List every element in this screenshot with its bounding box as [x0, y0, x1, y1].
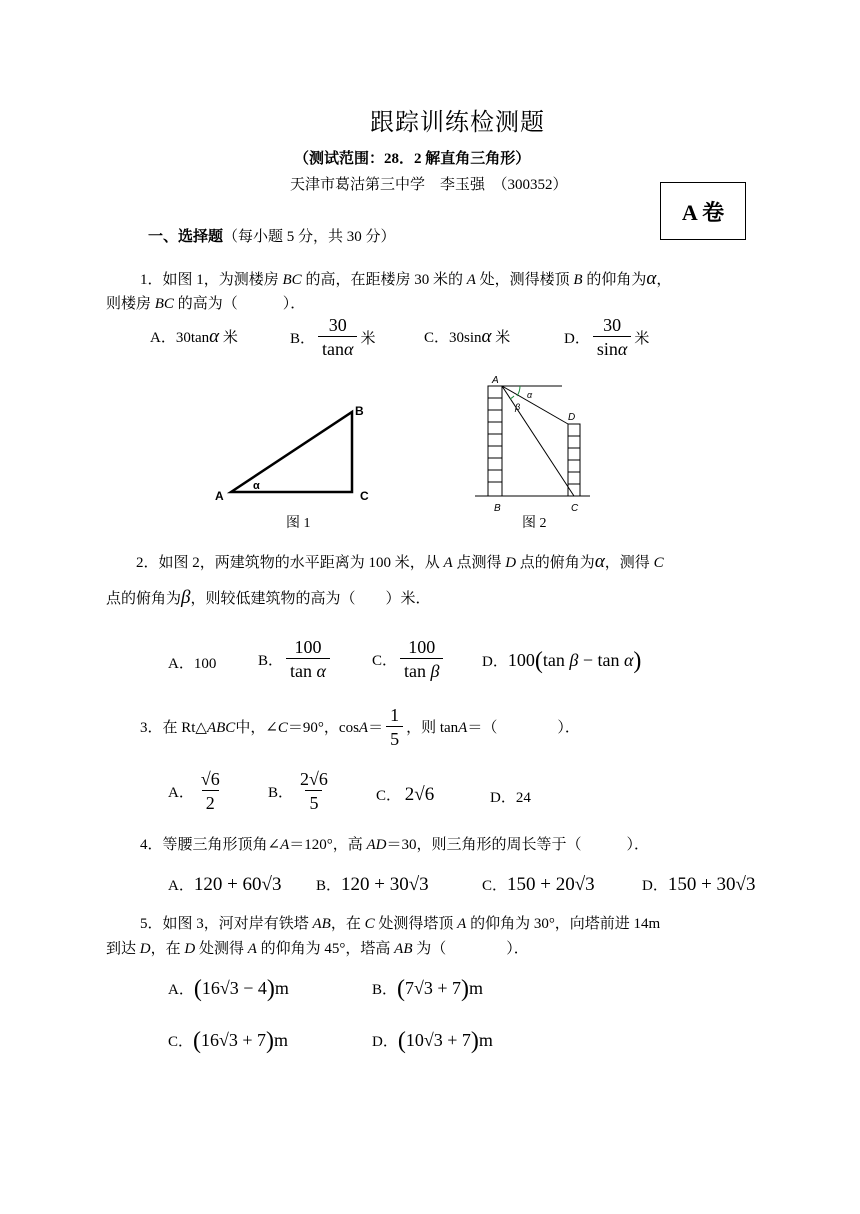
- figure-2-caption: 图 2: [522, 516, 547, 531]
- q3-option-c: C． 2√6: [376, 784, 435, 805]
- q1-line1: 1．如图 1，为测楼房 BC 的高，在距楼房 30 米的 A 处，测得楼顶 B 的仰角为α，: [140, 268, 672, 289]
- q5-line2: 到达 D，在 D 处测得 A 的仰角为 45°，塔高 AB 为（ ）．: [106, 941, 529, 957]
- author-line: 天津市葛沽第三中学 李玉强 （300352）: [290, 177, 568, 193]
- tall-building-floors: [488, 398, 502, 482]
- fig1-label-b: B: [355, 404, 364, 418]
- q5-option-b: B．(7√3 + 7)m: [372, 976, 484, 1002]
- fig2-label-d: D: [568, 412, 576, 423]
- paper-label-box: A 卷: [660, 182, 746, 240]
- q1-option-b: B． $\frac{30}{\tan\alpha}$ 米: [290, 315, 376, 359]
- section-title: 一、选择题: [148, 229, 224, 245]
- q5-option-a: A．(16√3 − 4)m: [168, 976, 289, 1002]
- sight-line-ac: [502, 386, 574, 496]
- short-building-floors: [568, 436, 580, 484]
- sight-line-ad: [502, 386, 568, 424]
- q4-option-c: C．150 + 20√3: [482, 874, 595, 895]
- q2-line1: 2．如图 2，两建筑物的水平距离为 100 米，从 A 点测得 D 点的俯角为α，测得 C: [136, 551, 664, 572]
- q2-option-b: B． $\frac{100}{\text{tan α}}$: [258, 636, 333, 683]
- fig2-label-a: A: [492, 375, 499, 386]
- section-heading: [148, 225, 396, 246]
- fig1-angle-label: α: [253, 480, 260, 492]
- q5-line1: 5．如图 3，河对岸有铁塔 AB，在 C 处测得塔顶 A 的仰角为 30°，向塔前进 14m: [140, 916, 661, 932]
- q4-option-b: B．120 + 30√3: [316, 874, 429, 895]
- q1-option-d: D． $\frac{30}{\sin\alpha}$ 米: [564, 315, 650, 359]
- q1-option-a: A．30tanα 米: [150, 326, 238, 347]
- fig2-beta-label: β: [515, 402, 521, 412]
- triangle-abc: [231, 412, 352, 492]
- alpha-arc: [517, 386, 520, 396]
- q1-option-c: C．30sinα 米: [424, 326, 511, 347]
- beta-arc: [510, 396, 514, 399]
- fig2-label-c: C: [571, 503, 579, 514]
- q3-question: 3．在 Rt△ ABC 中，∠ C ＝90°，cos A ＝ $\frac{1}{5}$ ，则 tan A ＝（ ）．: [140, 705, 580, 749]
- q4-option-d: D．150 + 30√3: [642, 874, 756, 895]
- q3-option-d: D．24: [490, 790, 531, 806]
- q3-option-a: A． $\frac{√6}{2}$: [168, 769, 220, 813]
- figure-1-caption: 图 1: [286, 516, 311, 531]
- q2-option-d: D．100(tan β − tan α): [482, 648, 642, 674]
- q2-option-a: A．100: [168, 656, 217, 672]
- q4-question: 4．等腰三角形顶角∠A＝120°，高 AD＝30，则三角形的周长等于（ ）．: [140, 837, 650, 853]
- page-title: 跟踪训练检测题: [370, 110, 545, 136]
- section-note: （每小题 5 分，共 30 分）: [223, 229, 396, 245]
- q2-option-c: C． $\frac{100}{\text{tan β}}$: [372, 636, 446, 683]
- test-scope: （测试范围：28．2 解直角三角形）: [294, 151, 531, 167]
- q5-option-c: C．(16√3 + 7)m: [168, 1028, 289, 1054]
- figure-1-triangle: [205, 398, 375, 510]
- fig2-label-b: B: [494, 503, 501, 514]
- q4-option-a: A．120 + 60√3: [168, 874, 282, 895]
- fig1-label-a: A: [215, 489, 224, 503]
- fig1-label-c: C: [360, 489, 369, 503]
- q5-option-d: D．(10√3 + 7)m: [372, 1028, 493, 1054]
- figure-2-buildings: [470, 372, 595, 517]
- q1-line2: 则楼房 BC 的高为（ ）．: [106, 296, 306, 312]
- tall-building: [488, 386, 502, 496]
- q2-line2: 点的俯角为β，则较低建筑物的高为（ ）米．: [106, 587, 431, 608]
- q3-option-b: B． $\frac{2√6}{5}$: [268, 769, 328, 813]
- fig2-alpha-label: α: [527, 390, 533, 400]
